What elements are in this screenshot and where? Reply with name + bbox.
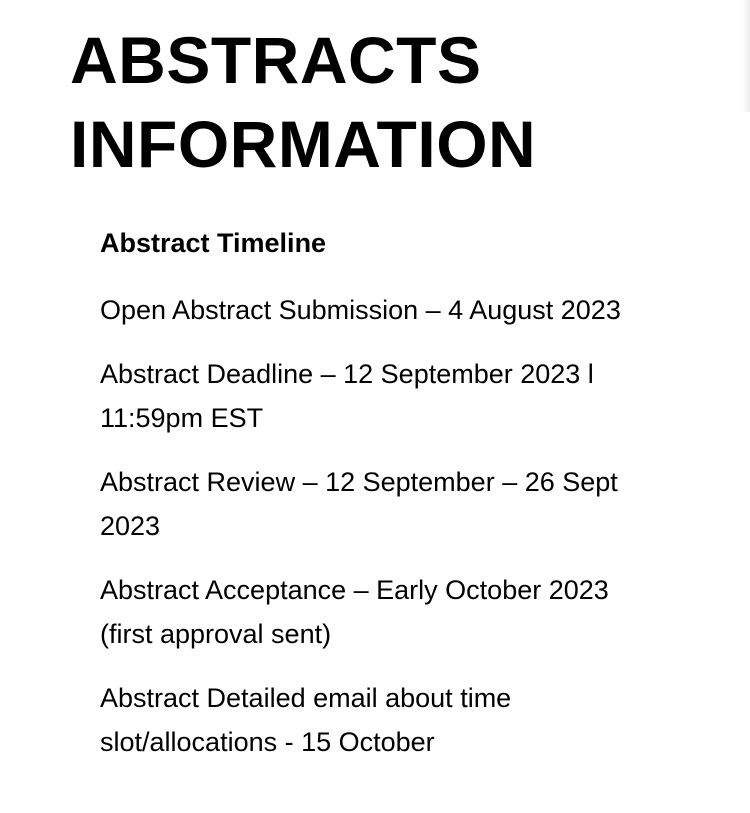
section-heading: Abstract Timeline xyxy=(100,228,327,258)
timeline-list xyxy=(100,288,660,764)
page-title: ABSTRACTS INFORMATION xyxy=(70,23,537,181)
timeline-item-submission-open: Open Abstract Submission – 4 August 2023 xyxy=(100,295,621,325)
timeline-item-review: Abstract Review – 12 September – 26 Sept 2023 xyxy=(100,467,626,541)
timeline-item-detailed-email: Abstract Detailed email about time slot/allocations - 15 October xyxy=(100,683,519,757)
abstract-timeline-section xyxy=(100,224,660,764)
timeline-item-deadline: Abstract Deadline – 12 September 2023 l 11:59pm EST xyxy=(100,359,602,433)
scroll-edge xyxy=(742,0,750,112)
timeline-item-acceptance: Abstract Acceptance – Early October 2023 (first approval sent) xyxy=(100,575,624,649)
